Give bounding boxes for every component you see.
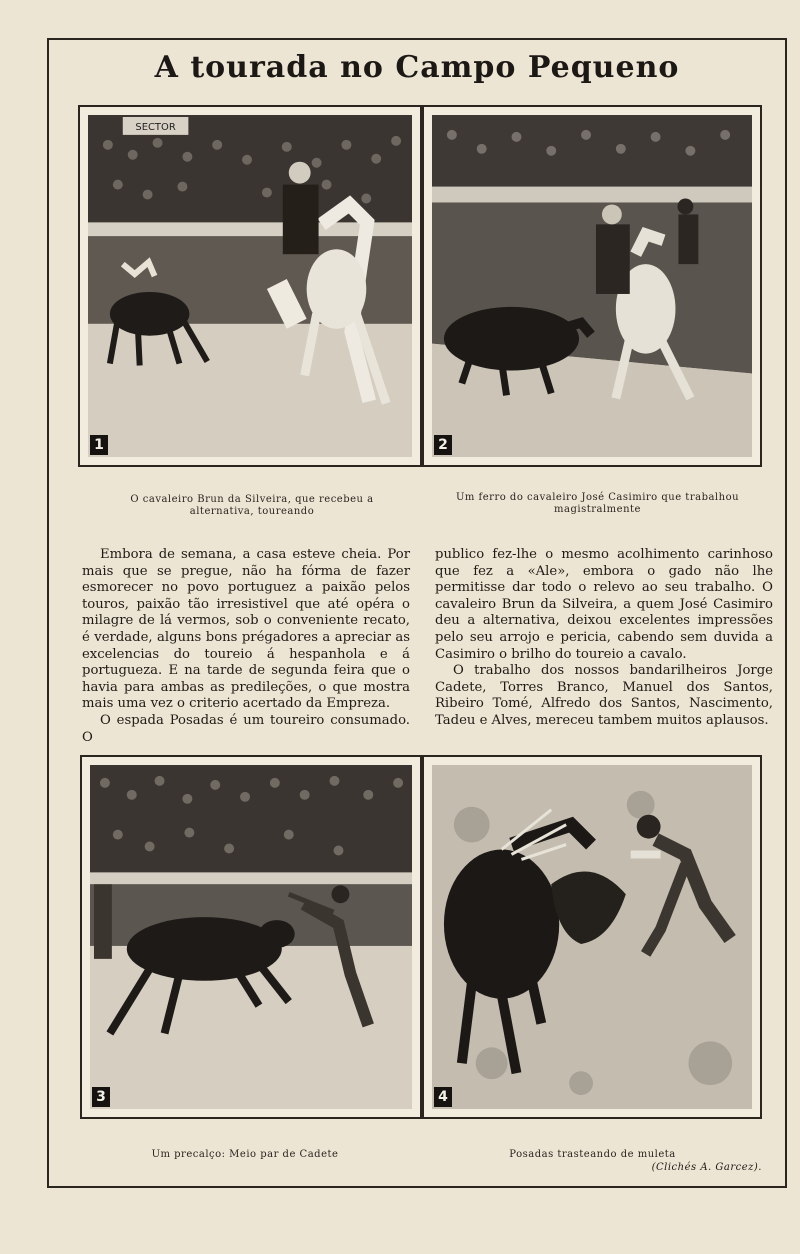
article-paragraph: Embora de semana, a casa esteve cheia. Por mais que se pregue, não ha fórma de fazer esmorecer no povo portuguez a paixão pelos touros, paixão tão irresistivel que até opéra o milagre de lá vermos, sob o conveniente recato, é verdade, alguns bons prégadores a apreciar as excelencias do toureio á hespanhola e á portugueza. E na tarde de segunda feira que o havia para ambas as predileções, o que mostra mais uma vez o criterio acertado da Empreza. <box>82 547 410 712</box>
horseman-bull-illustration <box>88 115 412 457</box>
article-left-column <box>82 547 410 746</box>
photo-4-caption: Posadas trasteando de muleta <box>509 1149 676 1160</box>
sector-sign: SECTOR <box>135 121 176 133</box>
photo-4-image <box>432 765 752 1109</box>
photo-4-number: 4 <box>434 1087 452 1107</box>
photo-1-image <box>88 115 412 457</box>
article-paragraph: publico fez-lhe o mesmo acolhimento carinhoso que fez a «Ale», embora o gado não lhe permitisse dar todo o relevo ao seu trabalho. O cavaleiro Brun da Silveira, a quem José Casimiro deu a alternativa, deixou excelentes impressões pelo seu arrojo e pericia, cabendo sem duvida a Casimiro o brilho do toureio a cavalo. <box>435 547 773 662</box>
photo-3-image <box>90 765 412 1109</box>
photo-2-number: 2 <box>434 435 452 455</box>
photo-credit: (Clichés A. Garcez). <box>651 1162 762 1173</box>
photo-1-number: 1 <box>90 435 108 455</box>
posadas-muleta-illustration <box>432 765 752 1109</box>
article-right-column <box>435 547 773 730</box>
article-paragraph: O espada Posadas é um toureiro consumado. O <box>82 712 410 745</box>
photo-2-caption: Um ferro do cavaleiro José Casimiro que trabalhou magistralmente <box>455 492 740 515</box>
photo-3 <box>80 755 422 1119</box>
page-title: A tourada no Campo Pequeno <box>154 50 680 85</box>
photo-1 <box>78 105 422 467</box>
casimiro-bull-illustration <box>432 115 752 457</box>
article-paragraph: O trabalho dos nossos bandarilheiros Jorge Cadete, Torres Branco, Manuel dos Santos, Ribeiro Tomé, Alfredo dos Santos, Nascimento, Tadeu e Alves, mereceu tambem muitos aplausos. <box>435 663 773 728</box>
cadete-bull-illustration <box>90 765 412 1109</box>
photo-3-number: 3 <box>92 1087 110 1107</box>
photo-2-image <box>432 115 752 457</box>
photo-1-caption: O cavaleiro Brun da Silveira, que recebeu a alternativa, toureando <box>130 494 374 517</box>
photo-3-caption: Um precalço: Meio par de Cadete <box>151 1149 339 1160</box>
photo-2 <box>422 105 762 467</box>
photo-4 <box>422 755 762 1119</box>
